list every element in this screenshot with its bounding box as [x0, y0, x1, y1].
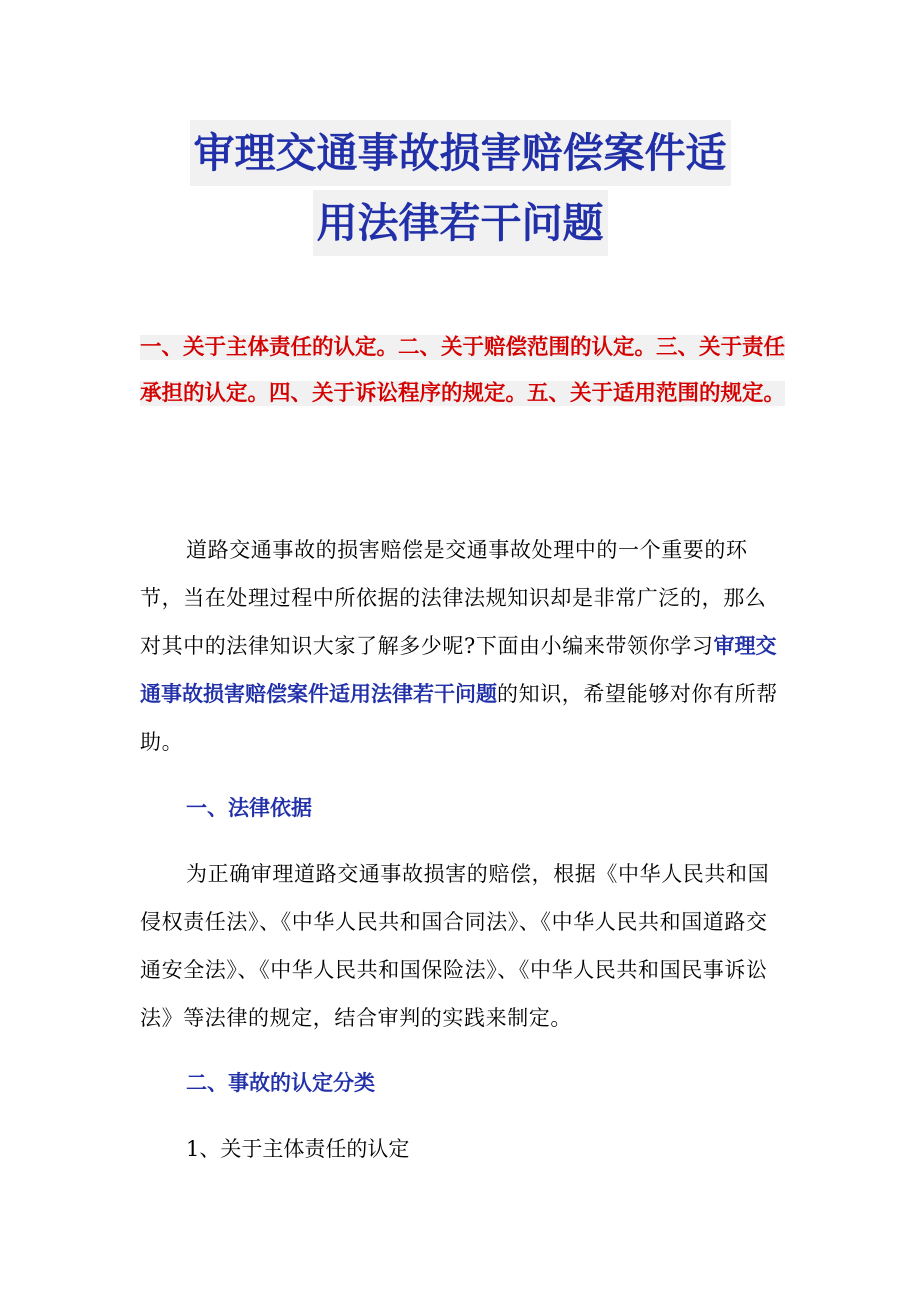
section-heading-legal-basis: 一、法律依据: [186, 796, 312, 820]
document-title: [0, 120, 920, 260]
summary-text: 一、关于主体责任的认定。二、关于赔偿范围的认定。三、关于责任承担的认定。四、关于诉讼程序的规定。五、关于适用范围的规定。: [140, 335, 786, 406]
intro-text-before: 道路交通事故的损害赔偿是交通事故处理中的一个重要的环节，当在处理过程中所依据的法律法规知识却是非常广泛的，那么对其中的法律知识大家了解多少呢?下面由小编来带领你学习: [140, 538, 767, 658]
summary-paragraph: [140, 325, 785, 417]
section-heading-classification: 二、事故的认定分类: [186, 1071, 375, 1095]
title-line-1: 审理交通事故损害赔偿案件适: [190, 120, 731, 186]
legal-basis-paragraph: 为正确审理道路交通事故损害的赔偿，根据《中华人民共和国侵权责任法》、《中华人民共和国合同法》、《中华人民共和国道路交通安全法》、《中华人民共和国保险法》、《中华人民共和国民事诉讼法》等法律的规定，结合审判的实践来制定。: [140, 862, 770, 1030]
title-link[interactable]: 审理交通事故损害赔偿案件适用法律若干问题: [140, 634, 777, 706]
intro-text-after: 的知识，希望能够对你有所帮助。: [140, 682, 778, 754]
intro-paragraph: [140, 526, 785, 766]
title-line-2: 用法律若干问题: [313, 190, 608, 256]
list-item-subject-liability: 1、关于主体责任的认定: [186, 1137, 410, 1161]
